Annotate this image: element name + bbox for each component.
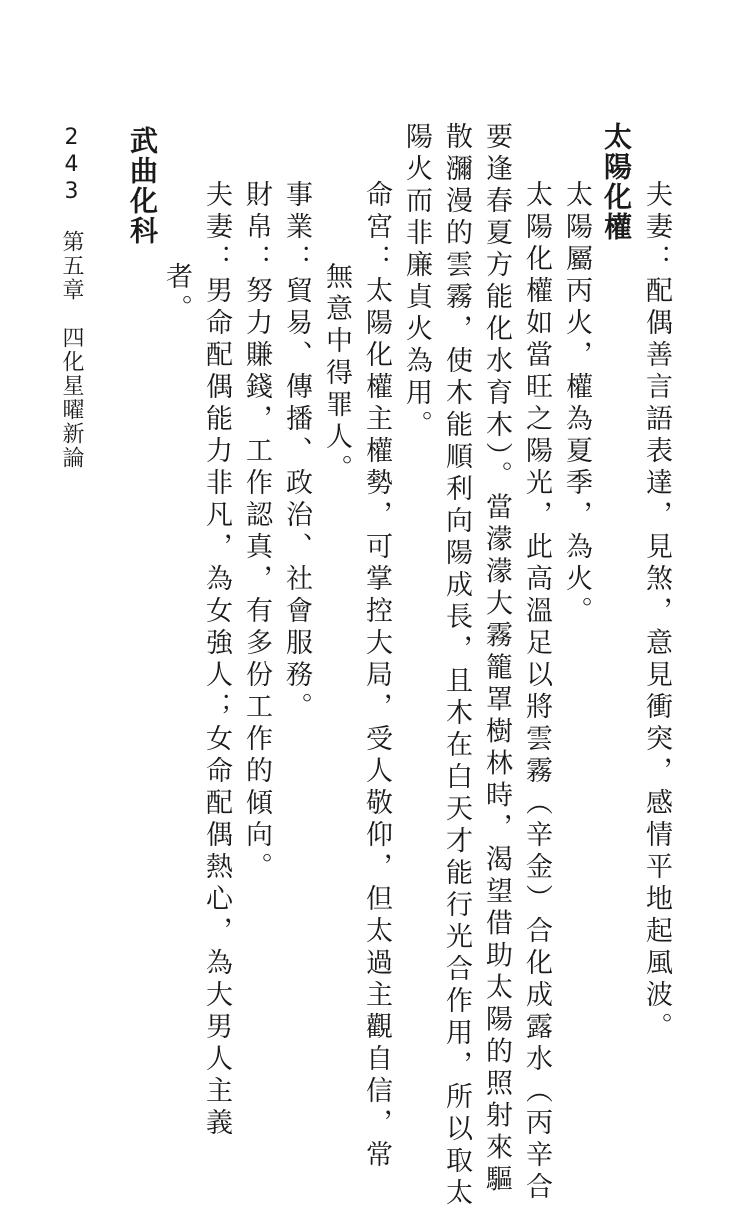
- life-palace-line1: 命宮：太陽化權主權勢，可掌控大局，受人敬仰，但太過主觀自信，常: [361, 180, 392, 1172]
- page-number: 243: [59, 125, 84, 206]
- life-palace-line2: 無意中得罪人。: [321, 262, 352, 486]
- sun-power-para2-line2: 要逢春夏方能化水育木）。當濛濛大霧籠罩樹林時，渴望借助太陽的照射來驅: [481, 122, 512, 1197]
- section-heading-wuqu-ke: 武曲化科: [126, 126, 159, 246]
- sun-power-para2-line3: 散瀰漫的雲霧，使木能順利向陽成長，且木在白天才能行光合作用，所以取太: [441, 122, 472, 1210]
- sun-power-para2-line4: 陽火而非廉貞火為用。: [401, 122, 432, 442]
- spouse-line1: 夫妻：男命配偶能力非凡，為女強人；女命配偶熱心，為大男人主義: [201, 180, 232, 1140]
- sun-power-para2-line1: 太陽化權如當旺之陽光，此高溫足以將雲霧（辛金）合化成露水（丙辛合: [521, 180, 552, 1204]
- chapter-label: 第五章: [59, 230, 84, 302]
- career-line: 事業：貿易、傳播、政治、社會服務。: [281, 180, 312, 724]
- spouse-line2: 者。: [161, 262, 192, 326]
- wealth-line: 財帛：努力賺錢，工作認真，有多份工作的傾向。: [241, 180, 272, 884]
- spouse-ji-line: 夫妻：配偶善言語表達，見煞，意見衝突，感情平地起風波。: [641, 180, 672, 1044]
- sun-power-para1: 太陽屬丙火，權為夏季，為火。: [561, 180, 592, 628]
- page-footer: [60, 125, 82, 470]
- chapter-title: 四化星曜新論: [59, 326, 84, 470]
- section-heading-sun-power: 太陽化權: [600, 122, 633, 242]
